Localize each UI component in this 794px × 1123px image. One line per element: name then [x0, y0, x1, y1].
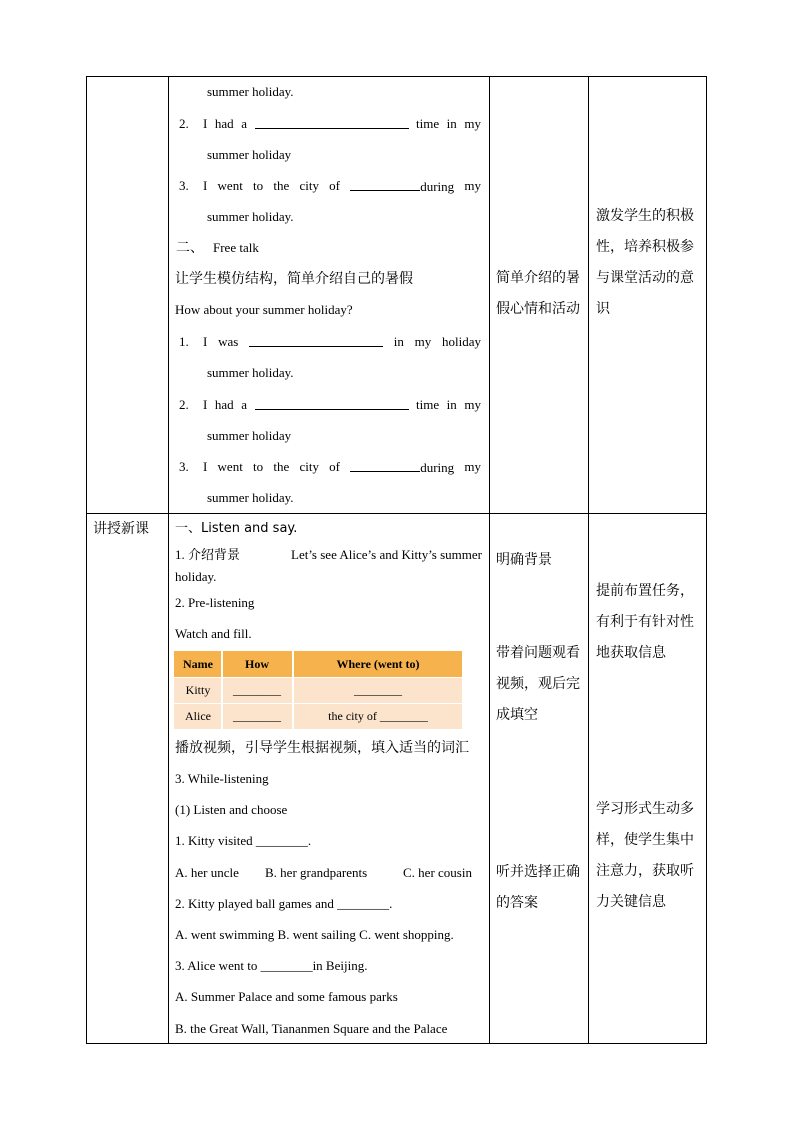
question-text: 2. Kitty played ball games and ________. — [175, 896, 393, 911]
word: during — [420, 460, 455, 475]
answer-blank[interactable] — [350, 178, 420, 191]
item-number: 2. — [179, 397, 189, 412]
design-intent-text: 提前布置任务，有利于有针对性地获取信息 — [596, 583, 694, 661]
instruction-text: Watch and fill. — [175, 626, 252, 641]
answer-option[interactable]: B. the Great Wall, Tiananmen Square and the Palace — [175, 1021, 448, 1036]
answer-options[interactable]: A. went swimming B. went sailing C. went shopping. — [175, 927, 454, 942]
word: a — [241, 116, 247, 131]
text-line: summer holiday — [207, 428, 292, 443]
item-number: 1. — [175, 547, 185, 562]
word: I — [203, 334, 208, 349]
word: in — [393, 334, 404, 349]
student-activity-text: 带着问题观看视频，观后完成填空 — [496, 645, 580, 723]
column-divider — [489, 76, 490, 1044]
text-line: summer holiday. — [207, 84, 294, 99]
fill-sentence — [203, 116, 481, 132]
item-number: 3. — [179, 178, 189, 193]
word: had — [214, 116, 234, 131]
subsection-heading: 3. While-listening — [175, 771, 269, 786]
column-divider — [168, 76, 169, 1044]
word: in — [446, 116, 457, 131]
question-text: 1. Kitty visited ________. — [175, 833, 312, 848]
text-line: summer holiday — [207, 147, 292, 162]
word: my — [464, 178, 481, 193]
intro-line — [175, 547, 482, 565]
word: time — [416, 397, 440, 412]
design-intent-text: 学习形式生动多样，使学生集中注意力，获取听力关键信息 — [596, 801, 694, 910]
intro-text: Let’s see Alice’s and Kitty’s summer — [291, 547, 482, 562]
answer-option[interactable]: A. Summer Palace and some famous parks — [175, 989, 398, 1004]
table-cell: Alice — [185, 709, 211, 723]
answer-blank[interactable] — [255, 397, 409, 410]
student-activity-text: 简单介绍的暑假心情和活动 — [496, 270, 580, 317]
section-heading: 一、Listen and say. — [175, 521, 298, 536]
text-line: summer holiday. — [207, 209, 294, 224]
word: I — [203, 459, 208, 474]
word: my — [464, 397, 481, 412]
word: a — [241, 397, 247, 412]
word: I — [203, 178, 208, 193]
answer-blank[interactable] — [350, 459, 420, 472]
row-divider — [86, 513, 707, 514]
fill-sentence — [203, 397, 481, 413]
instruction-text: 播放视频，引导学生根据视频，填入适当的词汇 — [175, 740, 469, 756]
subsection-heading: 2. Pre-listening — [175, 595, 255, 610]
answer-blank[interactable] — [255, 116, 409, 129]
header-cell: How — [245, 657, 269, 671]
text-line: holiday. — [175, 569, 217, 584]
table-cell: Kitty — [185, 683, 211, 697]
word: was — [218, 334, 239, 349]
table-cell[interactable]: ________ — [233, 709, 281, 723]
word: time — [416, 116, 440, 131]
item-number: 1. — [179, 334, 189, 349]
word: I — [203, 116, 208, 131]
table-cell[interactable]: ________ — [354, 683, 402, 697]
student-activity-text: 明确背景 — [496, 552, 552, 568]
column-divider — [588, 76, 589, 1044]
fill-in-table — [174, 651, 462, 729]
item-number: 2. — [179, 116, 189, 131]
student-activity-text: 听并选择正确的答案 — [496, 864, 580, 911]
word: the — [273, 459, 290, 474]
table-cell[interactable]: ________ — [233, 683, 281, 697]
answer-option[interactable]: A. her uncle — [175, 865, 239, 880]
subsection-heading: (1) Listen and choose — [175, 802, 288, 817]
word: of — [329, 459, 340, 474]
intro-label: 介绍背景 — [188, 548, 241, 563]
word: holiday — [441, 334, 481, 349]
item-number: 3. — [179, 459, 189, 474]
instruction-text: 让学生模仿结构，简单介绍自己的暑假 — [175, 271, 413, 287]
word: city — [299, 178, 319, 193]
word: to — [253, 178, 264, 193]
word: of — [329, 178, 340, 193]
word: I — [203, 397, 208, 412]
word: went — [217, 459, 243, 474]
word: had — [214, 397, 234, 412]
word: to — [253, 459, 264, 474]
text-line: summer holiday. — [207, 490, 294, 505]
table-cell[interactable]: the city of ________ — [328, 709, 428, 723]
word: my — [464, 116, 481, 131]
question-text: How about your summer holiday? — [175, 302, 353, 317]
word: my — [414, 334, 432, 349]
answer-option[interactable]: C. her cousin — [403, 865, 472, 880]
stage-label: 讲授新课 — [93, 521, 149, 537]
answer-option[interactable]: B. her grandparents — [265, 865, 368, 880]
header-cell: Name — [183, 657, 213, 671]
section-number: 二、 — [176, 240, 204, 256]
word: city — [299, 459, 319, 474]
section-heading: Free talk — [213, 240, 259, 255]
design-intent-text: 激发学生的积极性，培养积极参与课堂活动的意识 — [596, 208, 694, 317]
word: the — [273, 178, 290, 193]
answer-blank[interactable] — [249, 334, 383, 347]
fill-sentence — [203, 459, 481, 476]
word: went — [217, 178, 243, 193]
word: during — [420, 179, 455, 194]
fill-sentence — [203, 178, 481, 195]
word: in — [446, 397, 457, 412]
question-text: 3. Alice went to ________in Beijing. — [175, 958, 368, 973]
word: my — [464, 459, 481, 474]
text-line: summer holiday. — [207, 365, 294, 380]
fill-sentence — [203, 334, 481, 350]
header-cell: Where (went to) — [336, 657, 420, 671]
